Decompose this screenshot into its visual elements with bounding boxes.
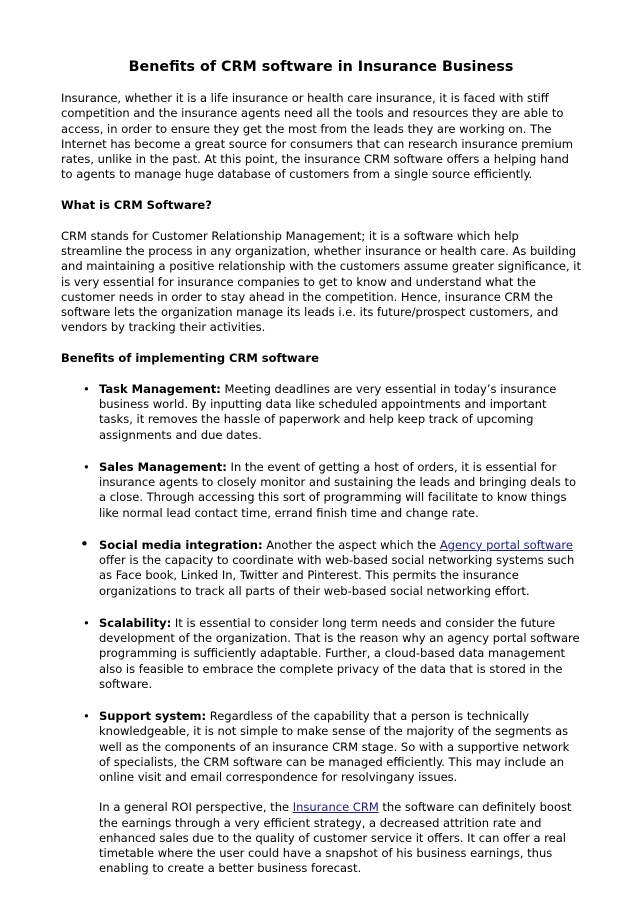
document-title: Benefits of CRM software in Insurance Business	[128, 59, 514, 75]
benefit-term: Social media integration:	[99, 537, 263, 552]
bullet-icon: •	[83, 709, 90, 723]
benefit-term: Support system:	[99, 709, 207, 723]
document-page	[61, 58, 581, 877]
benefit-text: Meeting deadlines are very essential in today’s insurance business world. By inputting data like scheduled appointments and important tasks, it removes the hassle of paperwork and help keep track of upcoming assignments and due dates.	[99, 381, 557, 442]
crm-definition-paragraph: CRM stands for Customer Relationship Management; it is a software which help streamline the process in any organization, whether insurance or health care. As building and maintaining a positive relationship with the customers assume greater significance, it is very essential for insurance companies to get to know and understand what the customer needs in order to stay ahead in the competition. Hence, insurance CRM the software lets the organization manage its leads i.e. its future/prospect customers, and vendors by tracking their activities.	[61, 228, 582, 335]
closing-text: the software can definitely boost the earnings through a very efficient strategy, a decreased attrition rate and enhanced sales due to the quality of customer service it offers. It can offer a real timetable where the user could have a snapshot of his business earnings, thus enabling to create a better business forecast.	[99, 800, 572, 876]
benefit-text: Regardless of the capability that a person is technically knowledgeable, it is not simple to make sense of the majority of the segments as well as the components of an insurance CRM stage. So with a supportive network of specialists, the CRM software can be managed efficiently. This may include an online visit and email correspondence for resolvingany issues.	[99, 709, 570, 784]
benefit-item-support-system	[61, 709, 581, 785]
benefit-item-social-media	[61, 534, 581, 599]
agency-portal-software-link[interactable]: Agency portal software	[439, 537, 573, 552]
benefit-item-sales-management	[61, 460, 581, 521]
closing-text: In a general ROI perspective, the	[99, 800, 293, 815]
benefit-text: offer is the capacity to coordinate with web-based social networking systems such as Face book, Linked In, Twitter and Pinterest. This permits the insurance organizations to track all parts of their web-based social networking effort.	[99, 553, 575, 598]
bullet-icon: •	[83, 459, 90, 474]
insurance-crm-link[interactable]: Insurance CRM	[292, 800, 379, 815]
benefit-term: Scalability:	[99, 615, 172, 630]
bullet-icon: •	[83, 615, 90, 630]
benefit-text: In the event of getting a host of orders, it is essential for insurance agents to closely monitor and sustaining the leads and bringing deals to a close. Through accessing this sort of programming will facilitate to know things like normal lead contact time, errand finish time and change rate.	[99, 459, 577, 520]
bullet-icon: •	[83, 381, 90, 396]
section-heading-benefits: Benefits of implementing CRM software	[61, 350, 319, 365]
intro-paragraph: Insurance, whether it is a life insurance or health care insurance, it is faced with stiff competition and the insurance agents need all the tools and resources they are able to access, in order to ensure they get the most from the leads they are working on. The Internet has become a great source for consumers that can research insurance premium rates, unlike in the past. At this point, the insurance CRM software offers a helping hand to agents to manage huge database of customers from a single source efficiently.	[61, 91, 573, 182]
bullet-icon: •	[80, 534, 89, 553]
benefit-term: Sales Management:	[99, 459, 227, 474]
section-heading-what-is-crm: What is CRM Software?	[61, 197, 212, 212]
benefit-text: It is essential to consider long term needs and consider the future development of the organization. That is the reason why an agency portal software programming is sufficiently adaptable. Further, a cloud-based data management also is feasible to embrace the complete privacy of the data that is stored in the software.	[99, 615, 580, 691]
benefit-text: Another the aspect which the	[262, 537, 440, 552]
benefit-term: Task Management:	[99, 381, 221, 396]
benefit-item-scalability	[61, 616, 581, 692]
benefit-item-task-management	[61, 382, 581, 443]
closing-paragraph	[61, 800, 581, 876]
benefits-list	[61, 382, 581, 786]
